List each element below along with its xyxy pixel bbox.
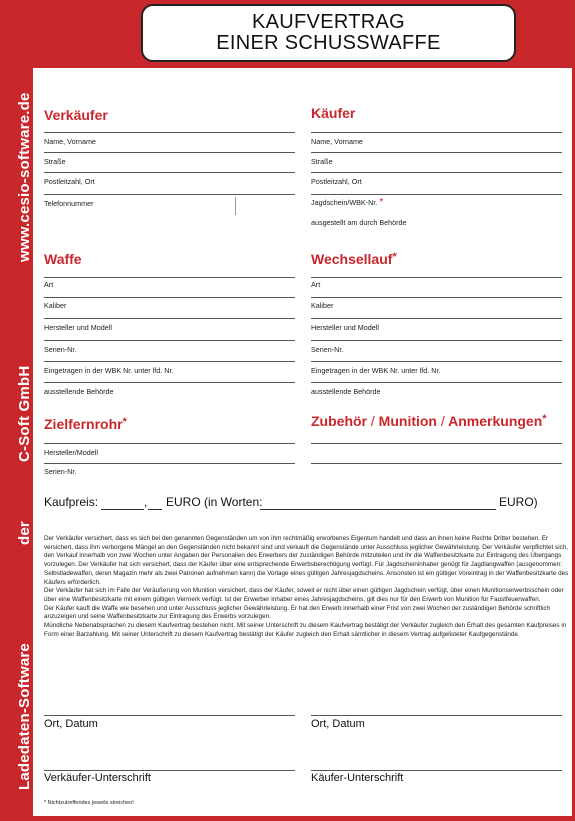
weapon-heading: Waffe [44,251,82,267]
price-euro-field[interactable] [101,509,144,510]
sidebar-text-software: Ladedaten-Software [16,643,33,790]
seller-heading: Verkäufer [44,107,108,123]
price-label: Kaufpreis: [44,495,99,509]
weapon-caliber-label: Kaliber [44,301,67,310]
seller-street-line[interactable] [44,152,295,153]
terms-text [44,535,569,639]
buyer-signature-line[interactable] [311,770,562,771]
seller-name-label: Name, Vorname [44,137,96,146]
buyer-place-date-line[interactable] [311,715,562,716]
seller-place-date-label: Ort, Datum [44,718,98,730]
buyer-street-label: Straße [311,157,333,166]
weapon-authority-label: ausstellende Behörde [44,387,114,396]
sidebar-banner [0,0,33,821]
scope-maker-line[interactable] [44,443,295,444]
price-cent-field[interactable] [148,509,162,510]
buyer-city-line[interactable] [311,172,562,173]
weapon-authority-line[interactable] [44,382,295,383]
barrel-maker-line[interactable] [311,318,562,319]
accessories-heading: Zubehör / Munition / Anmerkungen* [311,413,547,429]
sidebar-text-website: www.cesio-software.de [16,92,33,262]
seller-name-line[interactable] [44,132,295,133]
weapon-serial-line[interactable] [44,340,295,341]
barrel-type-label: Art [311,280,321,289]
price-words-label: EURO (in Worten: [166,495,263,509]
barrel-wbk-line[interactable] [311,361,562,362]
seller-city-label: Postleitzahl, Ort [44,177,95,186]
buyer-name-label: Name, Vorname [311,137,363,146]
seller-signature-label: Verkäufer-Unterschrift [44,772,151,784]
barrel-heading: Wechsellauf* [311,251,397,267]
barrel-serial-line[interactable] [311,340,562,341]
page-subtitle: EINER SCHUSSWAFFE [216,32,441,54]
scope-serial-line[interactable] [44,463,295,464]
barrel-serial-label: Serien-Nr. [311,345,344,354]
barrel-wbk-label: Eingetragen in der WBK Nr. unter lfd. Nr. [311,366,441,375]
bottom-border [33,816,575,821]
weapon-type-line[interactable] [44,277,295,278]
barrel-authority-label: ausstellende Behörde [311,387,381,396]
title-box [141,4,516,62]
weapon-wbk-label: Eingetragen in der WBK Nr. unter lfd. Nr. [44,366,174,375]
terms-paragraph: Mündliche Nebenabsprachen zu diesem Kaufvertrag bestehen nicht. Mit seiner Unterschrift zu diesem Kaufvertrag bestätigt der Verkäufer zugleich den Erhalt des gesamten Kaufpreises in Form einer Barzahlung. Mit seiner Unterschrift zu diesem Kaufvertrag bestätigt der Käufer zugleich den Erhalt sämtlicher in diesem Vertrag aufgelisteter Kaufgegenstände. [44,622,567,638]
scope-serial-label: Serien-Nr. [44,467,77,476]
seller-street-label: Straße [44,157,66,166]
footnote: * Nichtzutreffendes jeweils streichen! [44,800,134,806]
accessories-line-2[interactable] [311,463,562,464]
weapon-serial-label: Serien-Nr. [44,345,77,354]
buyer-heading: Käufer [311,105,356,121]
weapon-maker-label: Hersteller und Modell [44,323,112,332]
buyer-issued-label: ausgestellt am durch Behörde [311,218,407,227]
buyer-name-line[interactable] [311,132,562,133]
sidebar-text-company: C-Soft GmbH [16,365,33,462]
seller-signature-line[interactable] [44,770,295,771]
seller-city-line[interactable] [44,172,295,173]
sidebar-text-der: der [16,521,33,545]
barrel-caliber-label: Kaliber [311,301,334,310]
scope-maker-label: Hersteller/Modell [44,448,98,457]
buyer-city-label: Postleitzahl, Ort [311,177,362,186]
barrel-maker-label: Hersteller und Modell [311,323,379,332]
terms-paragraph: Der Käufer kauft die Waffe wie besehen und unter Ausschluss jeglicher Gewährleistung. Er hat den Erwerb innerhalb einer Frist von zwei Wochen der zuständigen Behörde schriftlich anzuzeigen und seine Waffenbesitzkarte zur Eintragung des Erwerbs vorzulegen. [44,604,551,621]
terms-paragraph: Der Verkäufer hat sich im Falle der Veräußerung von Munition versichert, dass der Käufer, soweit er nicht über einen gültigen Jagdschein verfügt, über einen Munitionserwerbsschein oder über eine Waffenbesitzkarte mit einem gültigen Vermerk verfügt. Ist der Erwerber Inhaber eines Jahresjagdscheins, gilt dies nur für den Erwerb von Munition für Faustfeuerwaffen. [44,587,564,603]
header-bar [33,0,575,68]
required-mark: * [379,197,384,208]
buyer-street-line[interactable] [311,152,562,153]
seller-phone-label: Telefonnummer [44,199,94,208]
scope-heading: Zielfernrohr* [44,416,127,432]
barrel-caliber-line[interactable] [311,297,562,298]
buyer-license-line[interactable] [311,194,562,195]
price-words-field[interactable] [260,509,496,510]
weapon-wbk-line[interactable] [44,361,295,362]
terms-paragraph: Der Verkäufer versichert, dass es sich bei den genannten Gegenständen um von ihm rechtmäßig erworbenes Eigentum handelt und dass an ihnen keine Rechte Dritter bestehen. Er versichert, dass ihm verborgene Mängel an den Gegenständen nicht bekannt sind und verkauft die Gegenstände unter Ausschluss jeglicher Gewährleistung. Der Verkäufer verpflichtet sich, den Verkauf innerhalb von zwei Wochen unter Angaben der Personalien des Erwerbers der zuständigen Behörde mitzuteilen und ihr die Waffenbesitzkarte zur Eintragung des Übergangs vorzulegen. Der Verkäufer hat sich versichert, dass der Käufer über eine entsprechende Erwerbsberechtigung verfügt. Für Jagdscheininhaber genügt für Jagdlangwaffen (ausgenommen: Selbstladewaffen, deren Magazin mehr als zwei Patronen aufnehmen kann) die Vorlage eines gültigen Jahresjagdscheins. Ansonsten ist ein gültiger Voreintrag in der Waffenbesitzkarte des Käufers erforderlich. [44,535,569,586]
price-comma: , [144,495,148,509]
weapon-maker-line[interactable] [44,318,295,319]
buyer-signature-label: Käufer-Unterschrift [311,772,404,784]
barrel-authority-line[interactable] [311,382,562,383]
weapon-type-label: Art [44,280,54,289]
seller-phone-line[interactable] [44,194,295,195]
buyer-place-date-label: Ort, Datum [311,718,365,730]
seller-phone-divider [235,197,236,215]
price-closing: EURO) [499,495,538,509]
seller-place-date-line[interactable] [44,715,295,716]
page-title: KAUFVERTRAG [252,11,405,33]
barrel-type-line[interactable] [311,277,562,278]
weapon-caliber-line[interactable] [44,297,295,298]
accessories-line-1[interactable] [311,443,562,444]
buyer-license-label: Jagdschein/WBK-Nr. * [311,197,384,208]
